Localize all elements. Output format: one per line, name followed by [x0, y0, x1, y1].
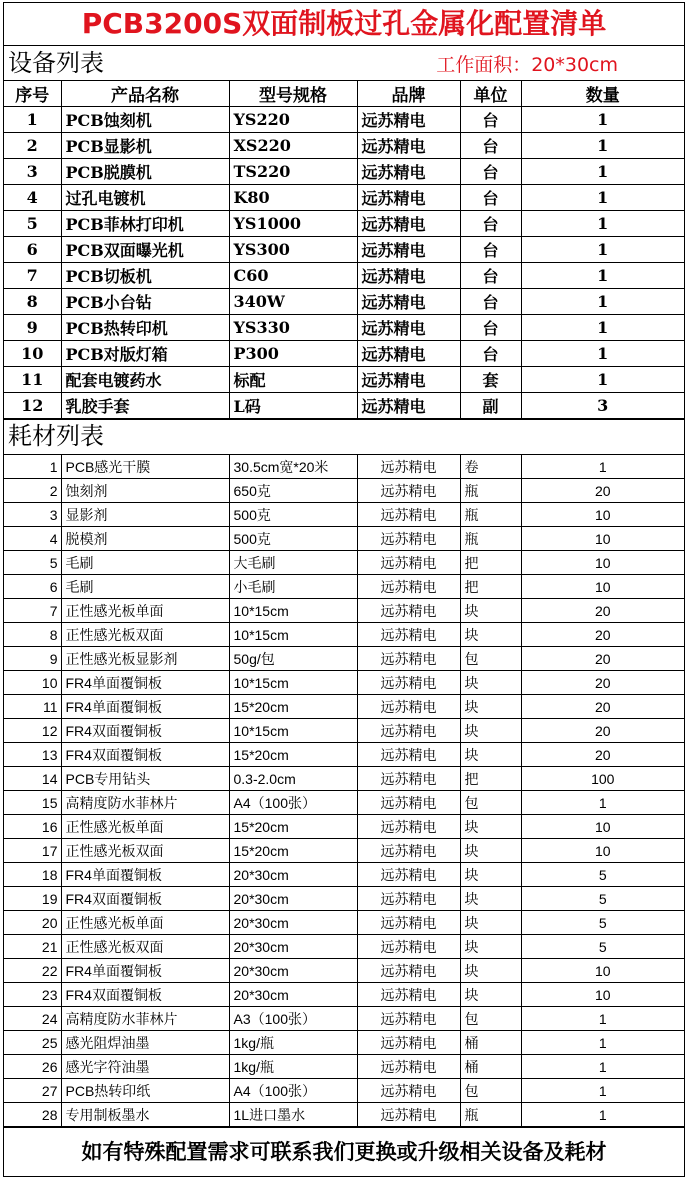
quantity-cell: 1 [521, 1031, 684, 1055]
product-name-cell: PCB显影机 [61, 133, 229, 159]
model-cell: 20*30cm [229, 959, 357, 983]
unit-cell: 瓶 [460, 1103, 521, 1127]
unit-cell: 块 [460, 695, 521, 719]
product-name-cell: 正性感光板单面 [61, 599, 229, 623]
model-cell: 340W [229, 289, 357, 315]
index-cell: 28 [4, 1103, 61, 1127]
brand-cell: 远苏精电 [357, 315, 460, 341]
header-model: 型号规格 [229, 81, 357, 107]
quantity-cell: 10 [521, 959, 684, 983]
table-row [4, 393, 684, 419]
quantity-cell: 10 [521, 551, 684, 575]
product-name-cell: PCB专用钻头 [61, 767, 229, 791]
unit-cell: 块 [460, 839, 521, 863]
index-cell: 14 [4, 767, 61, 791]
unit-cell: 块 [460, 815, 521, 839]
index-cell: 18 [4, 863, 61, 887]
header-unit: 单位 [460, 81, 521, 107]
model-cell: K80 [229, 185, 357, 211]
unit-cell: 块 [460, 935, 521, 959]
index-cell: 1 [4, 455, 61, 479]
index-cell: 11 [4, 695, 61, 719]
index-cell: 3 [4, 503, 61, 527]
table-row [4, 107, 684, 133]
unit-cell: 包 [460, 791, 521, 815]
table-row [4, 237, 684, 263]
unit-cell: 把 [460, 767, 521, 791]
index-cell: 23 [4, 983, 61, 1007]
model-cell: 20*30cm [229, 911, 357, 935]
product-name-cell: 正性感光板显影剂 [61, 647, 229, 671]
quantity-cell: 1 [521, 341, 684, 367]
index-cell: 7 [4, 599, 61, 623]
product-name-cell: 高精度防水菲林片 [61, 791, 229, 815]
work-area-label: 工作面积：20*30cm [436, 54, 618, 76]
quantity-cell: 1 [521, 159, 684, 185]
brand-cell: 远苏精电 [357, 695, 460, 719]
unit-cell: 把 [460, 575, 521, 599]
index-cell: 11 [4, 367, 61, 393]
brand-cell: 远苏精电 [357, 983, 460, 1007]
index-cell: 6 [4, 237, 61, 263]
brand-cell: 远苏精电 [357, 959, 460, 983]
quantity-cell: 20 [521, 695, 684, 719]
index-cell: 9 [4, 315, 61, 341]
unit-cell: 台 [460, 341, 521, 367]
table-row [4, 647, 684, 671]
model-cell: 20*30cm [229, 887, 357, 911]
unit-cell: 套 [460, 367, 521, 393]
index-cell: 1 [4, 107, 61, 133]
brand-cell: 远苏精电 [357, 1031, 460, 1055]
product-name-cell: 感光字符油墨 [61, 1055, 229, 1079]
unit-cell: 块 [460, 911, 521, 935]
table-row [4, 911, 684, 935]
model-cell: 1kg/瓶 [229, 1055, 357, 1079]
model-cell: 30.5cm宽*20米 [229, 455, 357, 479]
model-cell: YS330 [229, 315, 357, 341]
quantity-cell: 1 [521, 367, 684, 393]
quantity-cell: 1 [521, 133, 684, 159]
index-cell: 8 [4, 289, 61, 315]
model-cell: 15*20cm [229, 743, 357, 767]
header-product-name: 产品名称 [61, 81, 229, 107]
brand-cell: 远苏精电 [357, 671, 460, 695]
table-row [4, 599, 684, 623]
brand-cell: 远苏精电 [357, 551, 460, 575]
unit-cell: 块 [460, 887, 521, 911]
unit-cell: 包 [460, 1079, 521, 1103]
unit-cell: 台 [460, 107, 521, 133]
quantity-cell: 20 [521, 623, 684, 647]
index-cell: 3 [4, 159, 61, 185]
table-row [4, 1007, 684, 1031]
index-cell: 6 [4, 575, 61, 599]
model-cell: 15*20cm [229, 839, 357, 863]
model-cell: 大毛刷 [229, 551, 357, 575]
model-cell: YS220 [229, 107, 357, 133]
product-name-cell: 毛刷 [61, 551, 229, 575]
model-cell: 10*15cm [229, 599, 357, 623]
model-cell: P300 [229, 341, 357, 367]
unit-cell: 包 [460, 1007, 521, 1031]
product-name-cell: 蚀刻剂 [61, 479, 229, 503]
brand-cell: 远苏精电 [357, 743, 460, 767]
table-row [4, 839, 684, 863]
product-name-cell: PCB双面曝光机 [61, 237, 229, 263]
brand-cell: 远苏精电 [357, 1103, 460, 1127]
unit-cell: 瓶 [460, 527, 521, 551]
product-name-cell: PCB热转印纸 [61, 1079, 229, 1103]
product-name-cell: FR4单面覆铜板 [61, 863, 229, 887]
unit-cell: 卷 [460, 455, 521, 479]
table-row [4, 315, 684, 341]
index-cell: 19 [4, 887, 61, 911]
quantity-cell: 1 [521, 237, 684, 263]
unit-cell: 块 [460, 863, 521, 887]
model-cell: 20*30cm [229, 983, 357, 1007]
index-cell: 15 [4, 791, 61, 815]
quantity-cell: 10 [521, 527, 684, 551]
table-row [4, 815, 684, 839]
equipment-section-label: 设备列表 [8, 49, 104, 77]
product-name-cell: PCB感光干膜 [61, 455, 229, 479]
table-row [4, 1055, 684, 1079]
index-cell: 22 [4, 959, 61, 983]
quantity-cell: 10 [521, 575, 684, 599]
brand-cell: 远苏精电 [357, 863, 460, 887]
table-row [4, 159, 684, 185]
product-name-cell: FR4双面覆铜板 [61, 743, 229, 767]
model-cell: 50g/包 [229, 647, 357, 671]
brand-cell: 远苏精电 [357, 341, 460, 367]
config-sheet [3, 2, 685, 1177]
index-cell: 8 [4, 623, 61, 647]
index-cell: 10 [4, 671, 61, 695]
product-name-cell: PCB菲林打印机 [61, 211, 229, 237]
quantity-cell: 1 [521, 315, 684, 341]
brand-cell: 远苏精电 [357, 911, 460, 935]
product-name-cell: FR4单面覆铜板 [61, 671, 229, 695]
quantity-cell: 10 [521, 983, 684, 1007]
model-cell: 0.3-2.0cm [229, 767, 357, 791]
quantity-cell: 1 [521, 455, 684, 479]
quantity-cell: 1 [521, 1079, 684, 1103]
index-cell: 5 [4, 551, 61, 575]
table-row [4, 551, 684, 575]
consumables-section-header [4, 419, 684, 455]
consumables-section-label: 耗材列表 [8, 422, 104, 450]
index-cell: 12 [4, 719, 61, 743]
header-index: 序号 [4, 81, 61, 107]
table-row [4, 623, 684, 647]
index-cell: 13 [4, 743, 61, 767]
model-cell: L码 [229, 393, 357, 419]
model-cell: TS220 [229, 159, 357, 185]
brand-cell: 远苏精电 [357, 719, 460, 743]
model-cell: 10*15cm [229, 719, 357, 743]
quantity-cell: 1 [521, 107, 684, 133]
table-row [4, 527, 684, 551]
quantity-cell: 1 [521, 1055, 684, 1079]
product-name-cell: FR4单面覆铜板 [61, 959, 229, 983]
quantity-cell: 10 [521, 815, 684, 839]
brand-cell: 远苏精电 [357, 1055, 460, 1079]
table-row [4, 1079, 684, 1103]
brand-cell: 远苏精电 [357, 237, 460, 263]
quantity-cell: 1 [521, 1007, 684, 1031]
quantity-cell: 1 [521, 791, 684, 815]
model-cell: 15*20cm [229, 815, 357, 839]
product-name-cell: FR4双面覆铜板 [61, 887, 229, 911]
model-cell: YS300 [229, 237, 357, 263]
table-row [4, 341, 684, 367]
brand-cell: 远苏精电 [357, 159, 460, 185]
table-row [4, 935, 684, 959]
product-name-cell: PCB蚀刻机 [61, 107, 229, 133]
brand-cell: 远苏精电 [357, 455, 460, 479]
table-row [4, 479, 684, 503]
quantity-cell: 1 [521, 289, 684, 315]
table-row [4, 863, 684, 887]
product-name-cell: 过孔电镀机 [61, 185, 229, 211]
unit-cell: 台 [460, 263, 521, 289]
product-name-cell: 正性感光板双面 [61, 839, 229, 863]
unit-cell: 台 [460, 185, 521, 211]
model-cell: 20*30cm [229, 863, 357, 887]
brand-cell: 远苏精电 [357, 575, 460, 599]
table-row [4, 1103, 684, 1127]
table-row [4, 289, 684, 315]
brand-cell: 远苏精电 [357, 289, 460, 315]
product-name-cell: 感光阻焊油墨 [61, 1031, 229, 1055]
model-cell: 15*20cm [229, 695, 357, 719]
index-cell: 9 [4, 647, 61, 671]
product-name-cell: PCB脱膜机 [61, 159, 229, 185]
index-cell: 10 [4, 341, 61, 367]
equipment-table [4, 81, 684, 419]
product-name-cell: PCB小台钻 [61, 289, 229, 315]
index-cell: 25 [4, 1031, 61, 1055]
model-cell: A4（100张） [229, 791, 357, 815]
index-cell: 20 [4, 911, 61, 935]
table-row [4, 671, 684, 695]
index-cell: 2 [4, 133, 61, 159]
table-row [4, 211, 684, 237]
product-name-cell: 毛刷 [61, 575, 229, 599]
product-name-cell: 正性感光板单面 [61, 911, 229, 935]
unit-cell: 块 [460, 623, 521, 647]
table-row [4, 983, 684, 1007]
unit-cell: 块 [460, 983, 521, 1007]
model-cell: 20*30cm [229, 935, 357, 959]
quantity-cell: 5 [521, 935, 684, 959]
quantity-cell: 20 [521, 671, 684, 695]
unit-cell: 块 [460, 599, 521, 623]
unit-cell: 块 [460, 743, 521, 767]
brand-cell: 远苏精电 [357, 839, 460, 863]
unit-cell: 桶 [460, 1055, 521, 1079]
model-cell: 500克 [229, 527, 357, 551]
quantity-cell: 1 [521, 211, 684, 237]
model-cell: 1L进口墨水 [229, 1103, 357, 1127]
quantity-cell: 3 [521, 393, 684, 419]
consumables-table [4, 455, 684, 1127]
page-title: PCB3200S双面制板过孔金属化配置清单 [4, 3, 684, 46]
table-row [4, 575, 684, 599]
brand-cell: 远苏精电 [357, 1079, 460, 1103]
brand-cell: 远苏精电 [357, 503, 460, 527]
brand-cell: 远苏精电 [357, 1007, 460, 1031]
unit-cell: 瓶 [460, 503, 521, 527]
index-cell: 2 [4, 479, 61, 503]
quantity-cell: 1 [521, 263, 684, 289]
product-name-cell: 配套电镀药水 [61, 367, 229, 393]
unit-cell: 把 [460, 551, 521, 575]
table-row [4, 695, 684, 719]
header-brand: 品牌 [357, 81, 460, 107]
unit-cell: 块 [460, 959, 521, 983]
brand-cell: 远苏精电 [357, 887, 460, 911]
product-name-cell: PCB切板机 [61, 263, 229, 289]
equipment-header-row [4, 81, 684, 107]
brand-cell: 远苏精电 [357, 647, 460, 671]
brand-cell: 远苏精电 [357, 393, 460, 419]
model-cell: 500克 [229, 503, 357, 527]
unit-cell: 台 [460, 211, 521, 237]
unit-cell: 块 [460, 719, 521, 743]
quantity-cell: 10 [521, 839, 684, 863]
product-name-cell: 专用制板墨水 [61, 1103, 229, 1127]
table-row [4, 743, 684, 767]
quantity-cell: 1 [521, 1103, 684, 1127]
model-cell: C60 [229, 263, 357, 289]
equipment-section-header [4, 46, 684, 81]
unit-cell: 桶 [460, 1031, 521, 1055]
product-name-cell: 正性感光板双面 [61, 935, 229, 959]
brand-cell: 远苏精电 [357, 107, 460, 133]
quantity-cell: 1 [521, 185, 684, 211]
index-cell: 5 [4, 211, 61, 237]
model-cell: A4（100张） [229, 1079, 357, 1103]
header-quantity: 数量 [521, 81, 684, 107]
table-row [4, 959, 684, 983]
brand-cell: 远苏精电 [357, 767, 460, 791]
brand-cell: 远苏精电 [357, 935, 460, 959]
index-cell: 27 [4, 1079, 61, 1103]
unit-cell: 台 [460, 315, 521, 341]
model-cell: XS220 [229, 133, 357, 159]
product-name-cell: 正性感光板单面 [61, 815, 229, 839]
table-row [4, 455, 684, 479]
model-cell: 650克 [229, 479, 357, 503]
index-cell: 24 [4, 1007, 61, 1031]
model-cell: 标配 [229, 367, 357, 393]
product-name-cell: PCB热转印机 [61, 315, 229, 341]
table-row [4, 367, 684, 393]
model-cell: 10*15cm [229, 671, 357, 695]
quantity-cell: 5 [521, 887, 684, 911]
brand-cell: 远苏精电 [357, 791, 460, 815]
unit-cell: 块 [460, 671, 521, 695]
quantity-cell: 20 [521, 743, 684, 767]
table-row [4, 767, 684, 791]
index-cell: 7 [4, 263, 61, 289]
product-name-cell: 高精度防水菲林片 [61, 1007, 229, 1031]
model-cell: A3（100张） [229, 1007, 357, 1031]
table-row [4, 133, 684, 159]
unit-cell: 副 [460, 393, 521, 419]
product-name-cell: 显影剂 [61, 503, 229, 527]
brand-cell: 远苏精电 [357, 623, 460, 647]
brand-cell: 远苏精电 [357, 263, 460, 289]
brand-cell: 远苏精电 [357, 367, 460, 393]
table-row [4, 719, 684, 743]
table-row [4, 1031, 684, 1055]
index-cell: 12 [4, 393, 61, 419]
table-row [4, 791, 684, 815]
brand-cell: 远苏精电 [357, 527, 460, 551]
brand-cell: 远苏精电 [357, 185, 460, 211]
quantity-cell: 20 [521, 719, 684, 743]
footer-note: 如有特殊配置需求可联系我们更换或升级相关设备及耗材 [4, 1127, 684, 1176]
table-row [4, 503, 684, 527]
unit-cell: 包 [460, 647, 521, 671]
index-cell: 21 [4, 935, 61, 959]
index-cell: 16 [4, 815, 61, 839]
quantity-cell: 20 [521, 599, 684, 623]
quantity-cell: 10 [521, 503, 684, 527]
brand-cell: 远苏精电 [357, 211, 460, 237]
quantity-cell: 20 [521, 479, 684, 503]
brand-cell: 远苏精电 [357, 599, 460, 623]
table-row [4, 263, 684, 289]
unit-cell: 瓶 [460, 479, 521, 503]
brand-cell: 远苏精电 [357, 815, 460, 839]
product-name-cell: 乳胶手套 [61, 393, 229, 419]
brand-cell: 远苏精电 [357, 133, 460, 159]
product-name-cell: 脱模剂 [61, 527, 229, 551]
table-row [4, 887, 684, 911]
unit-cell: 台 [460, 289, 521, 315]
unit-cell: 台 [460, 133, 521, 159]
index-cell: 26 [4, 1055, 61, 1079]
quantity-cell: 5 [521, 863, 684, 887]
product-name-cell: 正性感光板双面 [61, 623, 229, 647]
product-name-cell: FR4双面覆铜板 [61, 983, 229, 1007]
model-cell: 小毛刷 [229, 575, 357, 599]
model-cell: 1kg/瓶 [229, 1031, 357, 1055]
quantity-cell: 100 [521, 767, 684, 791]
unit-cell: 台 [460, 237, 521, 263]
quantity-cell: 5 [521, 911, 684, 935]
product-name-cell: PCB对版灯箱 [61, 341, 229, 367]
unit-cell: 台 [460, 159, 521, 185]
quantity-cell: 20 [521, 647, 684, 671]
index-cell: 17 [4, 839, 61, 863]
product-name-cell: FR4单面覆铜板 [61, 695, 229, 719]
index-cell: 4 [4, 527, 61, 551]
model-cell: 10*15cm [229, 623, 357, 647]
table-row [4, 185, 684, 211]
brand-cell: 远苏精电 [357, 479, 460, 503]
index-cell: 4 [4, 185, 61, 211]
model-cell: YS1000 [229, 211, 357, 237]
product-name-cell: FR4双面覆铜板 [61, 719, 229, 743]
